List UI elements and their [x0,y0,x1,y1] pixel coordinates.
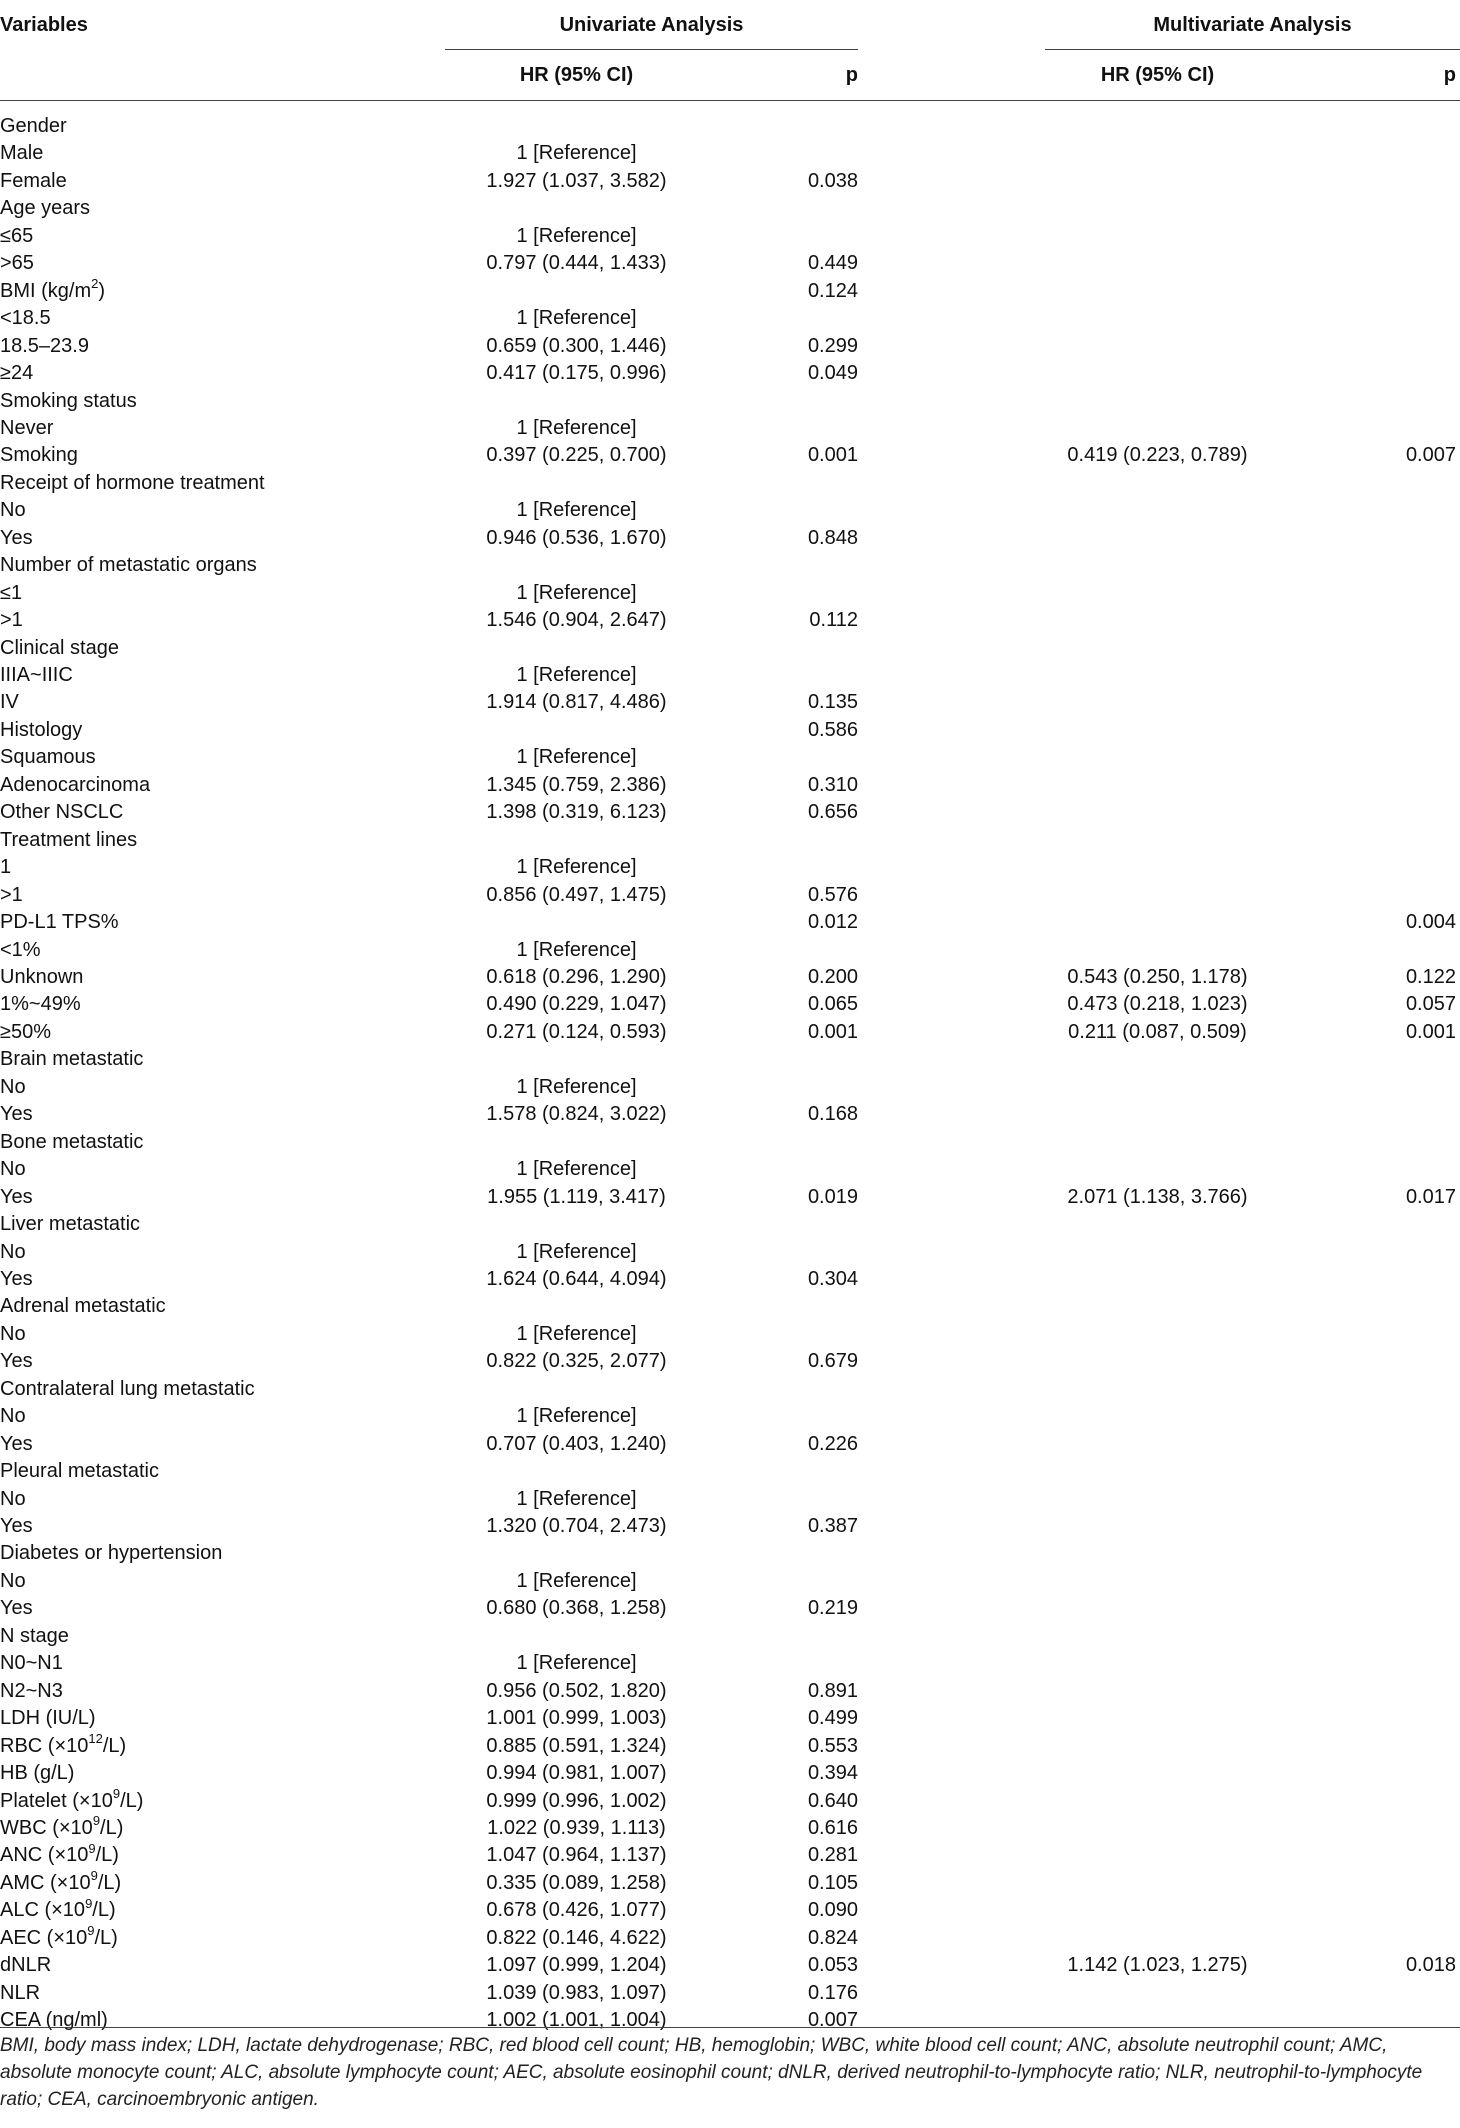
multivariate-p-cell: 0.007 [1405,444,1456,467]
univariate-hr-cell: 0.956 (0.502, 1.820) [486,1679,667,1702]
row-variable-label: Brain metastatic [0,1048,144,1071]
unit-suffix: /L) [94,1926,118,1949]
univariate-hr-cell: 0.885 (0.591, 1.324) [486,1734,667,1757]
header-multivariate: Multivariate Analysis [1153,14,1352,36]
unit-superscript: 9 [88,1840,96,1856]
table-footnote: BMI, body mass index; LDH, lactate dehydrogenase; RBC, red blood cell count; HB, hemoglobin; WBC, white blood cell count; ANC, absolute neutrophil count; AMC, absolute monocyte count; ALC, absolute lymphocyte count; AEC, absolute eosinophil count; dNLR, derived neutrophil-to-lymphocyte ratio; NLR, neutrophil-to-lymphocyte ratio; CEA, carcinoembryonic antigen. [0,2035,1423,2110]
row-variable-label: Male [0,142,44,165]
univariate-hr-cell: 1.039 (0.983, 1.097) [486,1981,667,2004]
header-multivariate-p: p [1443,64,1456,86]
row-variable-label: Smoking [0,444,78,467]
row-variable-label: ≥24 [0,362,34,384]
unit-suffix: /L) [100,1816,124,1839]
univariate-p-cell: 0.135 [807,691,858,714]
univariate-p-cell: 0.053 [807,1954,858,1977]
unit-superscript: 2 [91,276,99,292]
univariate-hr-cell: 1 [Reference] [516,499,637,522]
univariate-p-cell: 0.019 [807,1185,858,1208]
univariate-hr-cell: 1.047 (0.964, 1.137) [486,1844,667,1867]
multivariate-p-cell: 0.122 [1405,965,1456,988]
univariate-hr-cell: 1.578 (0.824, 3.022) [486,1103,667,1126]
univariate-p-cell: 0.640 [807,1789,858,1812]
multivariate-hr-cell: 1.142 (1.023, 1.275) [1067,1954,1248,1977]
row-variable-label: Diabetes or hypertension [0,1542,223,1565]
row-variable-label: ALC $(\times 10^9/L)$ [0,1895,116,1922]
univariate-hr-cell: 1 [Reference] [516,142,637,165]
univariate-p-cell: 0.304 [807,1267,858,1290]
header-rule [0,100,1460,101]
row-variable-label: Yes [0,1185,33,1208]
univariate-hr-cell: 0.659 (0.300, 1.446) [486,334,667,357]
univariate-p-cell: 0.679 [807,1350,858,1373]
univariate-p-cell: 0.001 [807,1020,858,1043]
univariate-p-cell: 0.499 [807,1707,858,1730]
header-univariate-hr: HR (95% CI) [519,64,634,86]
row-variable-label: dNLR [0,1954,52,1977]
univariate-hr-cell: 0.946 (0.536, 1.670) [486,526,667,549]
row-variable-label: Adenocarcinoma [0,773,151,796]
row-variable-label: N2~N3 [0,1679,63,1702]
row-variable-label: No [0,499,26,522]
univariate-p-cell: 0.281 [807,1844,858,1867]
row-variable-label: RBC $(\times 10^{12}/L)$ [0,1730,127,1757]
unit-superscript: 9 [90,1868,98,1884]
univariate-hr-cell: 0.417 (0.175, 0.996) [486,362,667,384]
row-variable-label: AEC $(\times 10^9/L)$ [0,1923,118,1949]
row-variable-label: No [0,1322,26,1345]
row-variable-label: Age years [0,197,91,220]
row-variable-label: Yes [0,526,33,549]
univariate-p-cell: 0.124 [807,279,858,302]
univariate-p-cell: 0.200 [807,965,858,988]
multivariate-hr-cell: 0.419 (0.223, 0.789) [1067,444,1248,467]
row-variable-label: No [0,1075,26,1098]
univariate-hr-cell: 0.335 (0.089, 1.258) [486,1871,667,1894]
unit-superscript: 9 [92,1813,101,1829]
unit-suffix: /L) [92,1899,116,1922]
header-univariate: Univariate Analysis [559,14,744,36]
univariate-p-cell: 0.616 [807,1816,858,1839]
row-variable-label: N0~N1 [0,1652,63,1675]
unit-suffix: /L) [120,1789,144,1812]
multivariate-hr-cell: 0.543 (0.250, 1.178) [1067,965,1248,988]
univariate-p-cell: 0.038 [807,169,858,192]
univariate-p-cell: 0.656 [807,801,858,824]
univariate-p-cell: 0.848 [807,526,858,549]
univariate-hr-cell: 1.001 (0.999, 1.003) [486,1707,667,1730]
univariate-p-cell: 0.824 [807,1926,858,1949]
univariate-hr-cell: 1 [Reference] [516,746,637,769]
row-variable-label: WBC $(\times 10^9/L)$ [0,1813,124,1839]
row-variable-label: >1 [0,883,23,906]
row-variable-label: Clinical stage [0,636,119,659]
univariate-p-cell: 0.007 [807,2009,858,2031]
univariate-hr-cell: 1 [Reference] [516,1240,637,1263]
row-variable-label: Treatment lines [0,828,138,851]
row-variable-label: <18.5 [0,307,51,330]
univariate-p-cell: 0.226 [807,1432,858,1455]
univariate-p-cell: 0.049 [807,362,858,384]
header-univariate-p: p [845,64,858,86]
row-variable-label: Liver metastatic [0,1213,141,1235]
univariate-hr-cell: 0.618 (0.296, 1.290) [486,965,667,988]
univariate-p-cell: 0.168 [807,1103,858,1126]
multivariate-p-cell: 0.004 [1405,911,1456,933]
row-variable-label: ≤1 [0,581,23,604]
univariate-hr-cell: 1.914 (0.817, 4.486) [486,691,667,714]
multivariate-p-cell: 0.057 [1405,993,1456,1016]
univariate-hr-cell: 1 [Reference] [516,1569,637,1592]
unit-suffix: /L) [102,1734,127,1757]
multivariate-hr-cell: 2.071 (1.138, 3.766) [1067,1185,1248,1208]
univariate-hr-cell: 1.022 (0.939, 1.113) [487,1816,666,1839]
unit-superscript: 12 [88,1730,103,1746]
row-variable-label: Yes [0,1597,33,1620]
multivariate-hr-cell: 0.211 (0.087, 0.509) [1068,1020,1247,1043]
row-variable-label: Histology [0,718,83,741]
univariate-p-cell: 0.394 [807,1762,858,1784]
univariate-hr-cell: 1 [Reference] [516,581,637,604]
univariate-p-cell: 0.576 [807,883,858,906]
row-variable-label: CEA (ng/ml) [0,2009,108,2031]
univariate-p-cell: 0.387 [807,1515,858,1537]
row-variable-label: ≥50% [0,1020,52,1043]
univariate-hr-cell: 1 [Reference] [516,1322,637,1345]
univariate-hr-cell: 1 [Reference] [516,307,637,330]
univariate-p-cell: 0.586 [807,718,858,741]
univariate-hr-cell: 0.490 (0.229, 1.047) [486,993,667,1016]
row-variable-label: PD-L1 TPS% [0,911,119,933]
header-multivariate-hr: HR (95% CI) [1100,64,1215,86]
row-variable-label: Squamous [0,746,96,769]
univariate-hr-cell: 1 [Reference] [516,1487,637,1510]
univariate-hr-cell: 1 [Reference] [516,224,637,247]
univariate-p-cell: 0.105 [807,1871,858,1894]
univariate-hr-cell: 0.999 (0.996, 1.002) [486,1789,667,1812]
univariate-hr-cell: 1 [Reference] [516,938,637,961]
row-variable-label: IV [0,691,19,714]
row-variable-label: <1% [0,938,41,961]
multivariate-underline [1045,49,1460,50]
row-variable-label: >1 [0,609,23,632]
row-variable-label: IIIA~IIIC [0,664,73,686]
univariate-hr-cell: 1 [Reference] [516,664,637,686]
row-variable-label: No [0,1240,26,1263]
row-variable-label: No [0,1569,26,1592]
row-variable-label: Yes [0,1103,33,1126]
row-variable-label: Contralateral lung metastatic [0,1377,255,1400]
row-variable-label: LDH (IU/L) [0,1707,96,1730]
row-variable-label: 18.5–23.9 [0,334,89,357]
unit-superscript: 9 [85,1895,93,1911]
univariate-p-cell: 0.001 [807,444,858,467]
univariate-hr-cell: 0.856 (0.497, 1.475) [486,883,667,906]
header-variables: Variables [0,14,88,36]
univariate-hr-cell: 0.680 (0.368, 1.258) [486,1597,667,1620]
univariate-hr-cell: 0.678 (0.426, 1.077) [486,1899,667,1922]
row-variable-label: 1%~49% [0,993,81,1016]
univariate-hr-cell: 0.822 (0.146, 4.622) [486,1926,667,1949]
row-variable-label: Pleural metastatic [0,1460,159,1482]
univariate-hr-cell: 1 [Reference] [516,1075,637,1098]
multivariate-p-cell: 0.017 [1405,1185,1456,1208]
row-variable-label: No [0,1158,26,1181]
univariate-hr-cell: 0.707 (0.403, 1.240) [486,1432,667,1455]
row-variable-label: Never [0,416,54,439]
univariate-hr-cell: 0.822 (0.325, 2.077) [486,1350,667,1373]
row-variable-label: AMC $(\times 10^9/L)$ [0,1868,122,1894]
univariate-p-cell: 0.891 [807,1679,858,1702]
unit-suffix: /L) [97,1871,122,1894]
univariate-hr-cell: 1 [Reference] [516,416,637,439]
multivariate-p-cell: 0.001 [1405,1020,1456,1043]
univariate-hr-cell: 0.994 (0.981, 1.007) [486,1762,667,1784]
row-variable-label: ≤65 [0,224,34,247]
univariate-p-cell: 0.112 [809,609,858,632]
univariate-hr-cell: 1 [Reference] [516,1652,637,1675]
row-variable-label: Smoking status [0,389,137,412]
row-variable-label: No [0,1405,26,1428]
row-variable-label: Female [0,169,67,192]
multivariate-p-cell: 0.018 [1405,1954,1456,1977]
row-variable-label: Number of metastatic organs [0,554,257,577]
unit-superscript: 9 [112,1785,121,1801]
univariate-p-cell: 0.065 [807,993,858,1016]
unit-suffix: ) [98,279,106,302]
row-variable-label: Platelet $(\times 10^9/L)$ [0,1785,144,1812]
univariate-hr-cell: 1 [Reference] [516,1158,637,1181]
univariate-hr-cell: 1.624 (0.644, 4.094) [486,1267,667,1290]
univariate-hr-cell: 1 [Reference] [516,1405,637,1428]
univariate-p-cell: 0.553 [807,1734,858,1757]
univariate-hr-cell: 1.955 (1.119, 3.417) [487,1185,666,1208]
univariate-underline [445,49,858,50]
univariate-hr-cell: 0.797 (0.444, 1.433) [486,252,667,275]
row-variable-label: HB (g/L) [0,1762,75,1784]
row-variable-label: N stage [0,1624,69,1647]
univariate-hr-cell: 1.345 (0.759, 2.386) [486,773,667,796]
univariate-hr-cell: 1 [Reference] [516,856,637,879]
row-variable-label: Yes [0,1432,33,1455]
row-variable-label: Yes [0,1515,33,1537]
univariate-p-cell: 0.090 [807,1899,858,1922]
row-variable-label: No [0,1487,26,1510]
row-variable-label: ANC $(\times 10^9/L)$ [0,1840,119,1867]
row-variable-label: Adrenal metastatic [0,1295,166,1318]
univariate-hr-cell: 0.397 (0.225, 0.700) [486,444,667,467]
table-bottom-rule [0,2027,1460,2028]
univariate-hr-cell: 1.097 (0.999, 1.204) [486,1954,667,1977]
row-variable-label: >65 [0,252,34,275]
row-variable-label: Bone metastatic [0,1130,144,1153]
univariate-hr-cell: 1.546 (0.904, 2.647) [486,609,667,632]
univariate-hr-cell: 0.271 (0.124, 0.593) [486,1020,667,1043]
univariate-p-cell: 0.012 [807,911,858,933]
univariate-hr-cell: 1.320 (0.704, 2.473) [486,1515,667,1537]
row-variable-label: BMI $(kg/m^2)$ [0,276,106,302]
unit-superscript: 9 [87,1923,95,1939]
univariate-p-cell: 0.449 [807,252,858,275]
row-variable-label: Yes [0,1350,33,1373]
row-variable-label: Yes [0,1267,33,1290]
univariate-hr-cell: 1.002 (1.001, 1.004) [486,2009,667,2031]
univariate-p-cell: 0.219 [807,1597,858,1620]
row-variable-label: Unknown [0,965,84,988]
unit-suffix: /L) [95,1844,119,1867]
univariate-p-cell: 0.299 [807,334,858,357]
row-variable-label: NLR [0,1981,41,2004]
univariate-p-cell: 0.176 [807,1981,858,2004]
univariate-hr-cell: 1.398 (0.319, 6.123) [486,801,667,824]
multivariate-hr-cell: 0.473 (0.218, 1.023) [1067,993,1248,1016]
row-variable-label: Other NSCLC [0,801,124,824]
univariate-hr-cell: 1.927 (1.037, 3.582) [486,169,667,192]
univariate-p-cell: 0.310 [807,773,858,796]
row-variable-label: Gender [0,115,67,137]
row-variable-label: 1 [0,856,12,879]
row-variable-label: Receipt of hormone treatment [0,471,265,494]
